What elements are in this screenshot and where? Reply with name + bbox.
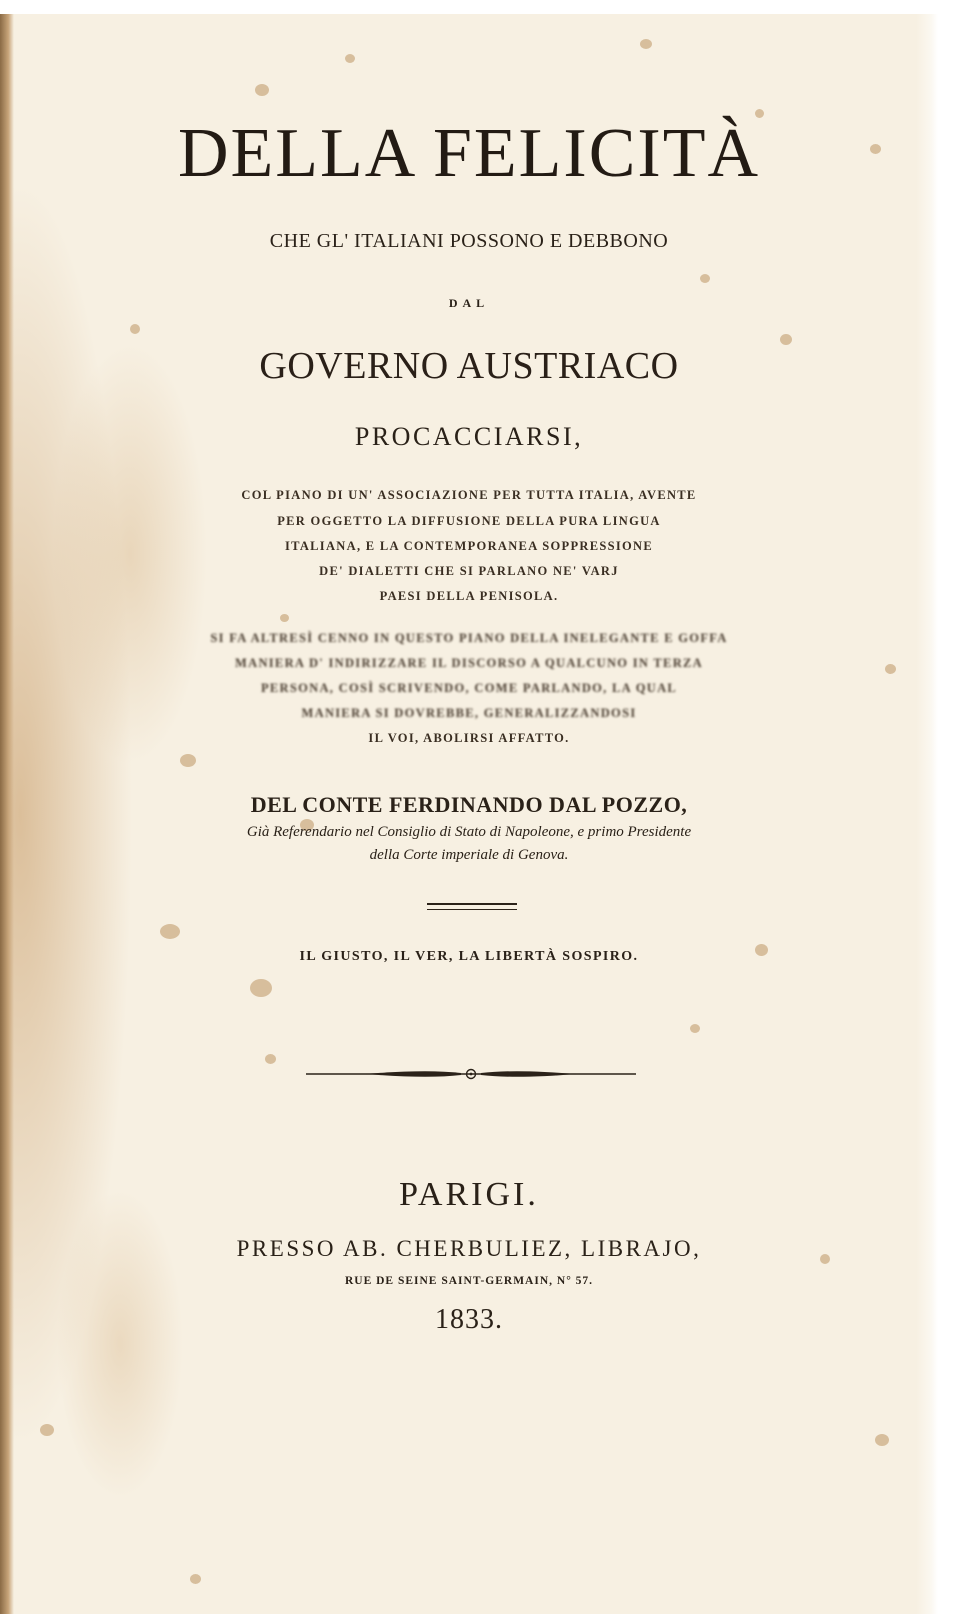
book-title: DELLA FELICITÀ (177, 115, 761, 192)
foxing-spot (160, 924, 180, 939)
foxing-spot (190, 1574, 201, 1584)
plan-line: COL PIANO DI UN' ASSOCIAZIONE PER TUTTA ITALIA, AVENTE (241, 488, 697, 502)
foxing-spot (250, 979, 272, 997)
publisher-address: RUE DE SEINE SAINT-GERMAIN, N° 57. (344, 1275, 594, 1287)
book-subtitle: CHE GL' ITALIANI POSSONO E DEBBONO (269, 230, 669, 252)
plan-line: DE' DIALETTI CHE SI PARLANO NE' VARJ (319, 564, 619, 578)
note-line: PERSONA, COSÌ SCRIVENDO, COME PARLANDO, LA QUAL (260, 681, 678, 695)
foxing-spot (345, 54, 355, 63)
preposition-line: DAL (448, 296, 490, 310)
foxing-spot (180, 754, 196, 767)
plan-line: PAESI DELLA PENISOLA. (379, 589, 559, 603)
foxing-spot (280, 614, 289, 622)
government-heading: GOVERNO AUSTRIACO (259, 345, 679, 387)
note-line: SI FA ALTRESÌ CENNO IN QUESTO PIANO DELLA INELEGANTE E GOFFA (210, 631, 728, 645)
note-line: MANIERA D' INDIRIZZARE IL DISCORSO A QUALCUNO IN TERZA (235, 656, 703, 670)
publication-year: 1833. (435, 1304, 503, 1335)
foxing-spot (40, 1424, 54, 1436)
foxing-spot (130, 324, 140, 334)
foxing-spot (255, 84, 269, 96)
author-credential: Già Referendario nel Consiglio di Stato di Napoleone, e primo Presidente (246, 824, 692, 840)
plan-line: ITALIANA, E LA CONTEMPORANEA SOPPRESSIONE (284, 539, 654, 553)
foxing-spot (875, 1434, 889, 1446)
publisher: PRESSO AB. CHERBULIEZ, LIBRAJO, (236, 1236, 702, 1261)
note-line: MANIERA SI DOVREBBE, GENERALIZZANDOSI (301, 706, 637, 720)
plan-line: PER OGGETTO LA DIFFUSIONE DELLA PURA LINGUA (277, 514, 661, 528)
double-rule-divider (427, 903, 517, 910)
foxing-spot (690, 1024, 700, 1033)
author-name: DEL CONTE FERDINANDO DAL POZZO, (250, 792, 688, 817)
title-page (0, 14, 938, 1614)
publication-city: PARIGI. (399, 1176, 539, 1213)
author-credential: della Corte imperiale di Genova. (369, 847, 569, 863)
ornamental-rule (306, 1063, 636, 1085)
motto: IL GIUSTO, IL VER, LA LIBERTÀ SOSPIRO. (299, 949, 639, 964)
foxing-spot (265, 1054, 276, 1064)
foxing-spot (700, 274, 710, 283)
verb-line: PROCACCIARSI, (354, 422, 584, 451)
note-line: IL VOI, ABOLIRSI AFFATTO. (368, 731, 570, 745)
foxing-spot (640, 39, 652, 49)
